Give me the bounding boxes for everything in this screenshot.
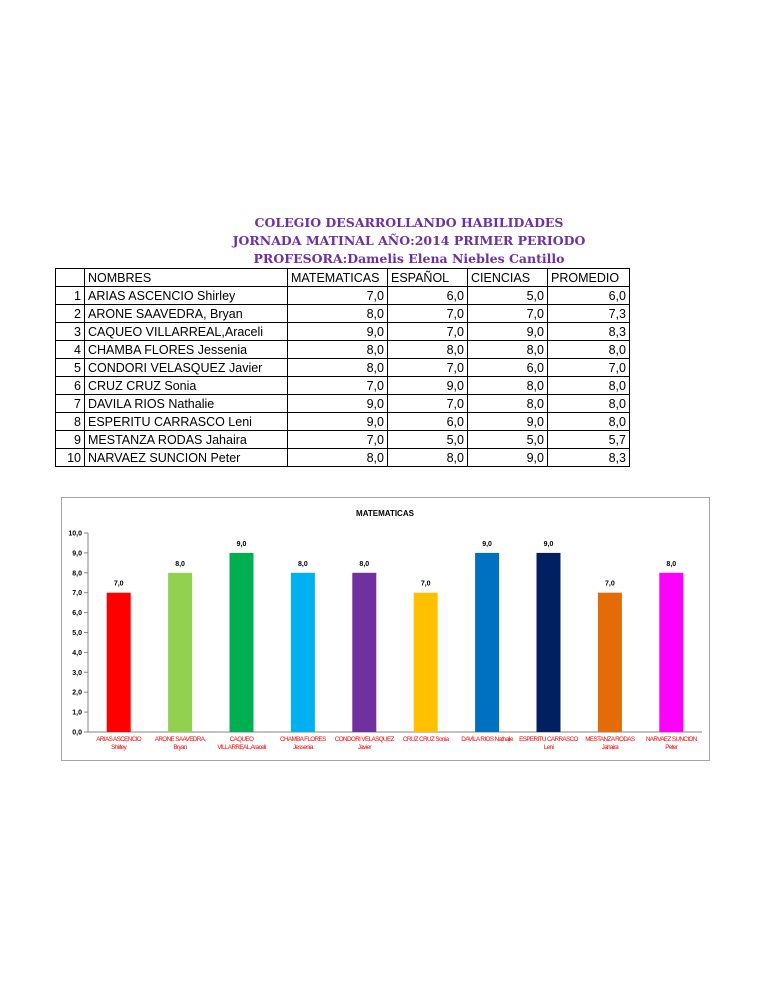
corner-cell [56, 269, 85, 287]
cell-esp: 5,0 [388, 431, 468, 449]
cell-cie: 7,0 [468, 305, 548, 323]
cell-n: 10 [56, 449, 85, 467]
cell-esp: 7,0 [388, 323, 468, 341]
cell-prom: 8,0 [548, 395, 630, 413]
cell-esp: 7,0 [388, 305, 468, 323]
cell-cie: 8,0 [468, 377, 548, 395]
category-label: CHAMBA FLORES [280, 736, 326, 743]
cell-prom: 8,0 [548, 413, 630, 431]
cell-mat: 7,0 [288, 431, 388, 449]
cell-n: 2 [56, 305, 85, 323]
cell-name: ARONE SAAVEDRA, Bryan [85, 305, 288, 323]
category-label: Javier [357, 744, 371, 751]
y-tick-label: 3,0 [72, 669, 82, 677]
data-label: 8,0 [298, 560, 308, 568]
cell-cie: 5,0 [468, 287, 548, 305]
category-label: CONDORI VELASQUEZ [334, 736, 394, 743]
cell-n: 3 [56, 323, 85, 341]
bar [291, 573, 315, 732]
cell-n: 5 [56, 359, 85, 377]
table-row [56, 287, 630, 305]
bar [414, 593, 438, 732]
y-tick-label: 7,0 [72, 590, 82, 598]
cell-name: CAQUEO VILLARREAL,Araceli [85, 323, 288, 341]
cell-prom: 7,3 [548, 305, 630, 323]
category-label: ESPERITU CARRASCO [519, 736, 578, 743]
cell-mat: 7,0 [288, 377, 388, 395]
cell-prom: 8,3 [548, 323, 630, 341]
category-label: Shirley [111, 744, 127, 751]
category-label: MESTANZA RODAS [585, 736, 635, 743]
cell-prom: 8,0 [548, 341, 630, 359]
cell-prom: 7,0 [548, 359, 630, 377]
y-tick-label: 2,0 [72, 689, 82, 697]
y-tick-label: 5,0 [72, 630, 82, 637]
cell-prom: 8,3 [548, 449, 630, 467]
bar [659, 573, 683, 732]
category-label: Bryan [173, 744, 187, 751]
cell-prom: 5,7 [548, 431, 630, 449]
table-row [56, 395, 630, 413]
cell-mat: 8,0 [288, 305, 388, 323]
table-row [56, 413, 630, 431]
col-header-matematicas: MATEMATICAS [288, 269, 388, 287]
table-row [56, 341, 630, 359]
data-label: 7,0 [605, 580, 615, 588]
cell-cie: 8,0 [468, 395, 548, 413]
cell-prom: 8,0 [548, 377, 630, 395]
cell-name: CONDORI VELASQUEZ Javier [85, 359, 288, 377]
y-tick-label: 8,0 [72, 570, 82, 578]
cell-n: 4 [56, 341, 85, 359]
cell-name: NARVAEZ SUNCION Peter [85, 449, 288, 467]
grades-table [55, 268, 630, 467]
category-label: VILLARREAL,Araceli [217, 744, 266, 751]
data-label: 8,0 [175, 560, 185, 568]
cell-cie: 6,0 [468, 359, 548, 377]
school-name: COLEGIO DESARROLLANDO HABILIDADES [254, 215, 564, 230]
data-label: 8,0 [359, 560, 370, 568]
data-label: 9,0 [482, 540, 492, 548]
category-label: Leni [543, 744, 554, 751]
bar [598, 593, 622, 732]
cell-esp: 9,0 [388, 377, 468, 395]
bar [168, 573, 192, 732]
table-row [56, 359, 630, 377]
cell-cie: 9,0 [468, 413, 548, 431]
bar [107, 593, 131, 732]
table-row [56, 305, 630, 323]
category-label: NARVAEZ SUNCION [645, 736, 697, 743]
cell-mat: 8,0 [288, 341, 388, 359]
cell-mat: 9,0 [288, 395, 388, 413]
y-tick-label: 1,0 [72, 709, 82, 717]
cell-n: 1 [56, 287, 85, 305]
cell-cie: 5,0 [468, 431, 548, 449]
cell-esp: 8,0 [388, 449, 468, 467]
y-tick-label: 0,0 [72, 729, 82, 737]
cell-prom: 6,0 [548, 287, 630, 305]
cell-n: 7 [56, 395, 85, 413]
cell-cie: 9,0 [468, 323, 548, 341]
cell-name: DAVILA RIOS Nathalie [85, 395, 288, 413]
table-row [56, 449, 630, 467]
cell-n: 6 [56, 377, 85, 395]
category-label: Peter [665, 744, 678, 751]
cell-n: 8 [56, 413, 85, 431]
cell-name: ARIAS ASCENCIO Shirley [85, 287, 288, 305]
cell-mat: 8,0 [288, 359, 388, 377]
cell-name: CHAMBA FLORES Jessenia [85, 341, 288, 359]
bar [537, 553, 561, 732]
bar [352, 573, 376, 732]
table-header-row [56, 269, 630, 287]
category-label: ARONE SAAVEDRA, [154, 736, 206, 743]
category-label: Jahaira [601, 744, 619, 751]
y-tick-label: 9,0 [72, 550, 82, 558]
cell-cie: 9,0 [468, 449, 548, 467]
cell-cie: 8,0 [468, 341, 548, 359]
teacher-name: PROFESORA:Damelis Elena Niebles Cantillo [253, 251, 565, 266]
col-header-ciencias: CIENCIAS [468, 269, 548, 287]
data-label: 9,0 [236, 540, 247, 548]
category-label: CRUZ CRUZ Sonia [402, 736, 449, 743]
y-tick-label: 10,0 [68, 530, 82, 538]
table-row [56, 431, 630, 449]
cell-esp: 7,0 [388, 395, 468, 413]
cell-esp: 6,0 [388, 413, 468, 431]
bar [230, 553, 254, 732]
cell-name: MESTANZA RODAS Jahaira [85, 431, 288, 449]
cell-mat: 9,0 [288, 413, 388, 431]
cell-n: 9 [56, 431, 85, 449]
chart-title: MATEMATICAS [356, 509, 414, 518]
cell-mat: 8,0 [288, 449, 388, 467]
math-chart [61, 497, 710, 761]
report-header [0, 214, 768, 268]
category-label: Jessenia [292, 744, 313, 751]
table-row [56, 323, 630, 341]
col-header-espanol: ESPAÑOL [388, 269, 468, 287]
cell-esp: 8,0 [388, 341, 468, 359]
table-row [56, 377, 630, 395]
bar [475, 553, 499, 732]
category-label: ARIAS ASCENCIO [96, 736, 142, 743]
cell-mat: 9,0 [288, 323, 388, 341]
category-label: CAQUEO [229, 736, 254, 743]
y-tick-label: 4,0 [72, 649, 82, 657]
data-label: 7,0 [420, 580, 431, 588]
cell-esp: 6,0 [388, 287, 468, 305]
col-header-nombres: NOMBRES [85, 269, 288, 287]
y-tick-label: 6,0 [72, 610, 82, 618]
table-body [56, 287, 630, 467]
chart-canvas [62, 498, 709, 760]
data-label: 8,0 [666, 560, 677, 568]
cell-name: ESPERITU CARRASCO Leni [85, 413, 288, 431]
cell-name: CRUZ CRUZ Sonia [85, 377, 288, 395]
data-label: 7,0 [113, 580, 124, 588]
cell-esp: 7,0 [388, 359, 468, 377]
session-period: JORNADA MATINAL AÑO:2014 PRIMER PERIODO [232, 233, 586, 248]
data-label: 9,0 [543, 540, 554, 548]
cell-mat: 7,0 [288, 287, 388, 305]
category-label: DAVILA RIOS Nathalie [461, 736, 513, 743]
col-header-promedio: PROMEDIO [548, 269, 630, 287]
